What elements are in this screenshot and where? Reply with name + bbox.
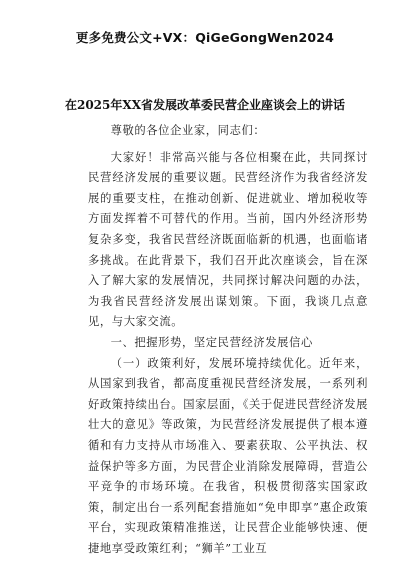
salutation: 尊敬的各位企业家，同志们：	[110, 124, 266, 137]
watermark-text: 更多免费公文+VX：QiGeGongWen2024	[75, 30, 335, 45]
speech-title: 在2025年XX省发展改革委民营企业座谈会上的讲话	[64, 98, 346, 112]
paragraph-policy: （一）政策利好，发展环境持续优化。近年来，从国家到我省，都高度重视民营经济发展，一系列利好政策持续出台。国家层面，《关于促进民营经济发展壮大的意见》等政策，为民营经济发展提供了根本遵循和有力支持从市场准入、要素获取、公平执法、权益保护等多方面，为民营企业消除发展障碍，营造公平竞争的市场环境。在我省，积极贯彻落实国家政策，制定出台一系列配套措施如“免申即享”惠企政策平台，实现政策精准推送，让民营企业能够快速、便捷地享受政策红利；“狮羊”工业互	[88, 356, 368, 555]
paragraph-intro: 大家好！非常高兴能与各位相聚在此，共同探讨民营经济发展的重要议题。民营经济作为我省经济发展的重要支柱，在推动创新、促进就业、增加税收等方面发挥着不可替代的作用。当前，国内外经济形势复杂多变，我省民营经济既面临新的机遇，也面临诸多挑战。在此背景下，我们召开此次座谈会，旨在深入了解大家的发展情况，共同探讨解决问题的办法，为我省民营经济发展出谋划策。下面，我谈几点意见，与大家交流。	[88, 150, 368, 329]
speech-body	[88, 121, 368, 559]
section-heading: 一、把握形势，坚定民营经济发展信心	[110, 335, 313, 349]
